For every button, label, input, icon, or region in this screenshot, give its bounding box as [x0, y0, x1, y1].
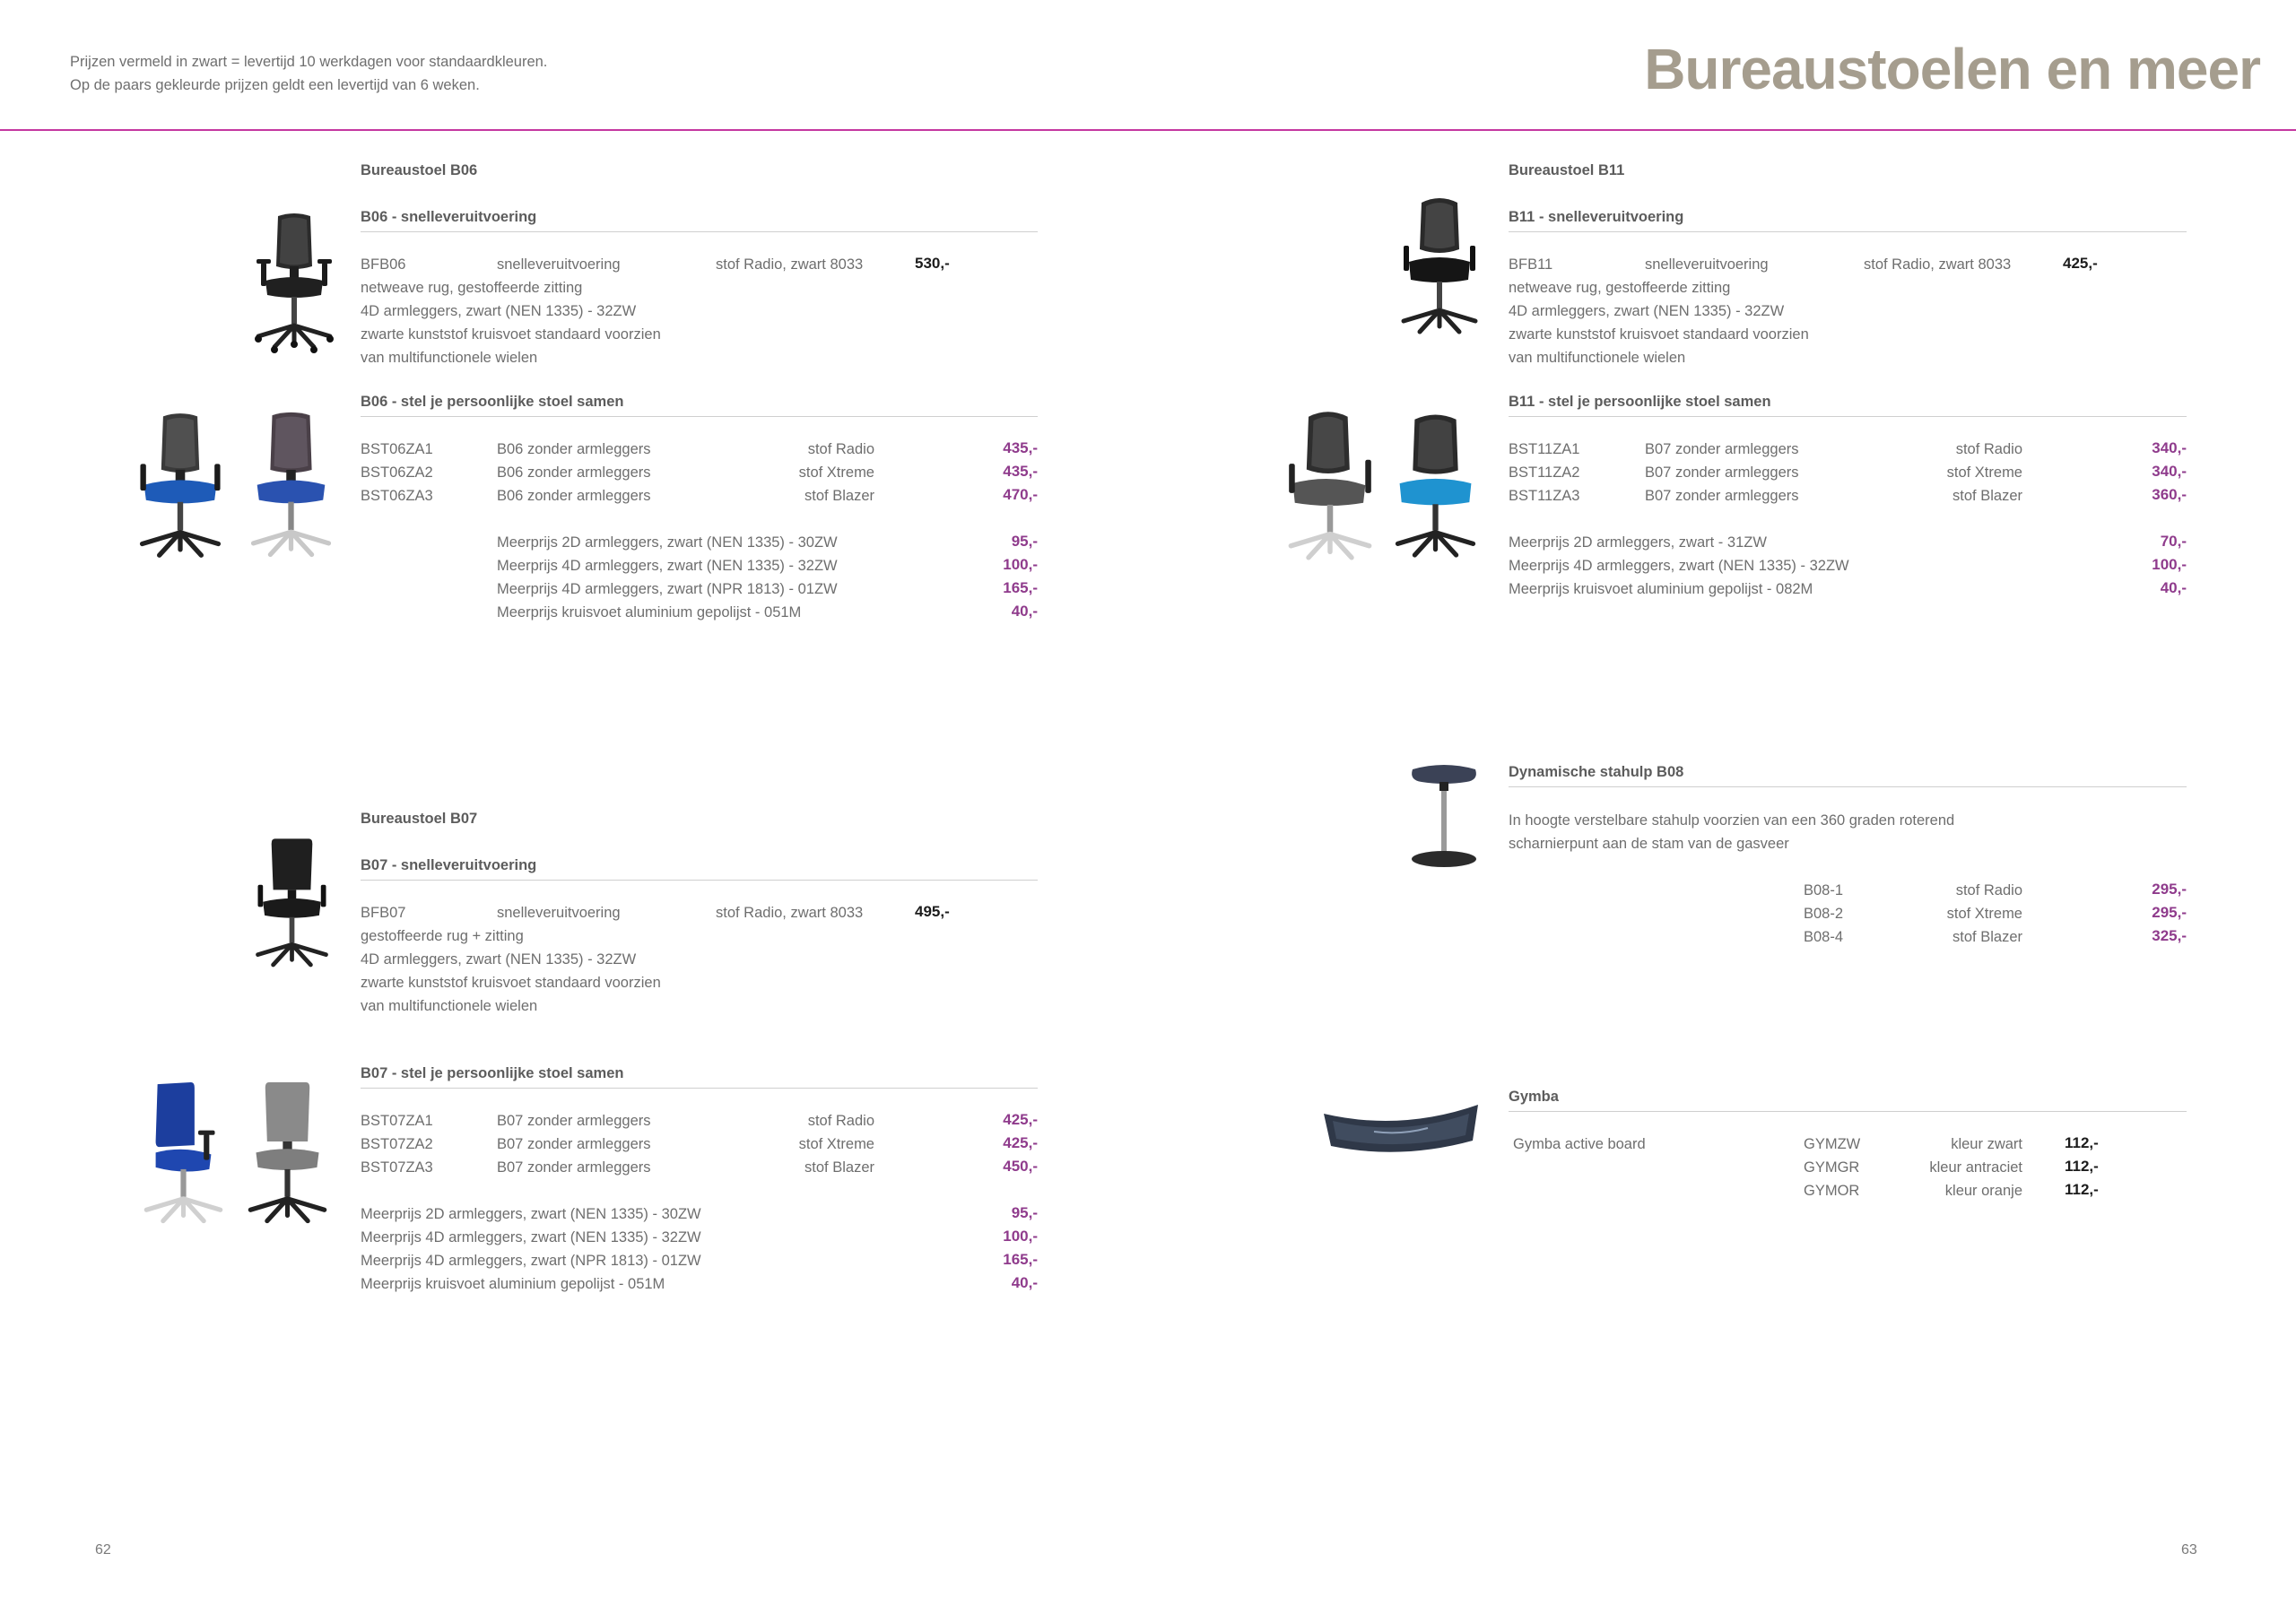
b06-row1-fabric: stof Radio: [807, 441, 874, 457]
b06-quick-line1: netweave rug, gestoffeerde zitting: [361, 280, 583, 296]
b06-quick-desc: snelleveruitvoering: [497, 256, 621, 273]
header-divider: [0, 129, 2296, 131]
b11-quick-code: BFB11: [1509, 256, 1553, 273]
b06-quick-code: BFB06: [361, 256, 406, 273]
gymba-row2-price: 112,-: [2065, 1158, 2099, 1175]
chair-b11-turquoise-image: [1388, 409, 1483, 570]
b07-row2-fabric: stof Xtreme: [798, 1136, 874, 1152]
gymba-row2-code: GYMGR: [1804, 1159, 1860, 1176]
b11-extra2-price: 100,-: [2152, 556, 2187, 573]
b07-quick-line1: gestoffeerde rug + zitting: [361, 928, 524, 944]
b11-quick-line4: van multifunctionele wielen: [1509, 350, 1686, 366]
b11-quick-price: 425,-: [2063, 255, 2098, 272]
b11-row1-code: BST11ZA1: [1509, 441, 1580, 457]
b06-row2-fabric: stof Xtreme: [798, 464, 874, 481]
b11-quick-desc: snelleveruitvoering: [1645, 256, 1769, 273]
b07-extra2-price: 100,-: [1003, 1228, 1038, 1245]
subheading-b06-custom: B06 - stel je persoonlijke stoel samen: [361, 394, 624, 410]
divider: [1509, 231, 2187, 232]
b07-quick-fabric: stof Radio, zwart 8033: [716, 905, 864, 921]
section-heading-b06: Bureaustoel B06: [361, 162, 478, 178]
stool-b08-image: [1404, 760, 1484, 872]
b07-quick-line2: 4D armleggers, zwart (NEN 1335) - 32ZW: [361, 951, 637, 968]
section-heading-b07: Bureaustoel B07: [361, 811, 478, 827]
b11-row3-code: BST11ZA3: [1509, 488, 1580, 504]
b11-row2-price: 340,-: [2152, 463, 2187, 480]
chair-b07-image: [249, 834, 335, 977]
b06-extra1-desc: Meerprijs 2D armleggers, zwart (NEN 1335) - 30ZW: [497, 534, 838, 551]
page-title: Bureaustoelen en meer: [1644, 37, 2260, 101]
b11-extra1-desc: Meerprijs 2D armleggers, zwart - 31ZW: [1509, 534, 1767, 551]
b06-row3-fabric: stof Blazer: [804, 488, 874, 504]
divider: [1509, 416, 2187, 417]
b07-extra2-desc: Meerprijs 4D armleggers, zwart (NEN 1335) - 32ZW: [361, 1229, 701, 1245]
b07-row1-price: 425,-: [1003, 1111, 1038, 1128]
b08-row3-price: 325,-: [2152, 927, 2187, 944]
b11-quick-fabric: stof Radio, zwart 8033: [1864, 256, 2012, 273]
b07-quick-line4: van multifunctionele wielen: [361, 998, 538, 1014]
b06-row2-desc: B06 zonder armleggers: [497, 464, 651, 481]
divider: [361, 880, 1038, 881]
b08-row2-code: B08-2: [1804, 906, 1844, 922]
b11-row1-desc: B07 zonder armleggers: [1645, 441, 1799, 457]
b06-extra3-price: 165,-: [1003, 579, 1038, 596]
b07-extra4-desc: Meerprijs kruisvoet aluminium gepolijst - 051M: [361, 1276, 665, 1292]
section-heading-b11: Bureaustoel B11: [1509, 162, 1625, 178]
subheading-b07-custom: B07 - stel je persoonlijke stoel samen: [361, 1065, 624, 1081]
b11-quick-line1: netweave rug, gestoffeerde zitting: [1509, 280, 1731, 296]
b07-quick-price: 495,-: [915, 903, 950, 920]
gymba-row1-price: 112,-: [2065, 1134, 2099, 1151]
chair-b07-blue-image: [136, 1081, 230, 1233]
b06-row2-code: BST06ZA2: [361, 464, 433, 481]
delivery-note-line1: Prijzen vermeld in zwart = levertijd 10 werkdagen voor standaardkleuren.: [70, 54, 548, 70]
b11-extra2-desc: Meerprijs 4D armleggers, zwart (NEN 1335) - 32ZW: [1509, 558, 1849, 574]
b06-quick-line3: zwarte kunststof kruisvoet standaard voorzien: [361, 326, 661, 343]
b11-row2-fabric: stof Xtreme: [1946, 464, 2022, 481]
page-number-right: 63: [2181, 1542, 2197, 1558]
b07-row3-fabric: stof Blazer: [804, 1159, 874, 1176]
b11-extra3-price: 40,-: [2160, 579, 2187, 596]
divider: [361, 231, 1038, 232]
divider: [361, 416, 1038, 417]
chair-b06-blue-image: [131, 411, 230, 568]
b07-extra1-desc: Meerprijs 2D armleggers, zwart (NEN 1335) - 30ZW: [361, 1206, 701, 1222]
b07-row1-desc: B07 zonder armleggers: [497, 1113, 651, 1129]
b07-row1-code: BST07ZA1: [361, 1113, 433, 1129]
b07-quick-line3: zwarte kunststof kruisvoet standaard voorzien: [361, 975, 661, 991]
subheading-b06-quick: B06 - snelleveruitvoering: [361, 209, 537, 225]
b11-row3-fabric: stof Blazer: [1952, 488, 2022, 504]
b07-row1-fabric: stof Radio: [807, 1113, 874, 1129]
subheading-b07-quick: B07 - snelleveruitvoering: [361, 857, 537, 873]
gymba-row2-color: kleur antraciet: [1929, 1159, 2022, 1176]
b11-row2-code: BST11ZA2: [1509, 464, 1580, 481]
b06-quick-line4: van multifunctionele wielen: [361, 350, 538, 366]
gymba-product-name: Gymba active board: [1513, 1136, 1646, 1152]
b11-quick-line2: 4D armleggers, zwart (NEN 1335) - 32ZW: [1509, 303, 1785, 319]
gymba-row1-code: GYMZW: [1804, 1136, 1861, 1152]
b06-row1-code: BST06ZA1: [361, 441, 433, 457]
b07-quick-desc: snelleveruitvoering: [497, 905, 621, 921]
b07-row3-desc: B07 zonder armleggers: [497, 1159, 651, 1176]
b06-extra4-desc: Meerprijs kruisvoet aluminium gepolijst - 051M: [497, 604, 802, 621]
b07-extra3-desc: Meerprijs 4D armleggers, zwart (NPR 1813) - 01ZW: [361, 1253, 701, 1269]
b11-row3-price: 360,-: [2152, 486, 2187, 503]
gymba-row1-color: kleur zwart: [1951, 1136, 2022, 1152]
b07-row2-price: 425,-: [1003, 1134, 1038, 1151]
b06-quick-fabric: stof Radio, zwart 8033: [716, 256, 864, 273]
b08-row3-fabric: stof Blazer: [1952, 929, 2022, 945]
delivery-note-line2: Op de paars gekleurde prijzen geldt een levertijd van 6 weken.: [70, 77, 480, 93]
subheading-b11-custom: B11 - stel je persoonlijke stoel samen: [1509, 394, 1771, 410]
b06-extra2-desc: Meerprijs 4D armleggers, zwart (NEN 1335) - 32ZW: [497, 558, 838, 574]
chair-b07-grey-image: [240, 1081, 335, 1233]
b07-extra3-price: 165,-: [1003, 1251, 1038, 1268]
b06-quick-line2: 4D armleggers, zwart (NEN 1335) - 32ZW: [361, 303, 637, 319]
b08-row3-code: B08-4: [1804, 929, 1844, 945]
chair-b11-image: [1395, 195, 1484, 343]
b11-extra1-price: 70,-: [2160, 533, 2187, 550]
subheading-b11-quick: B11 - snelleveruitvoering: [1509, 209, 1684, 225]
b08-desc-line1: In hoogte verstelbare stahulp voorzien van een 360 graden roterend: [1509, 812, 1955, 829]
b06-row1-desc: B06 zonder armleggers: [497, 441, 651, 457]
divider: [1509, 1111, 2187, 1112]
b06-row3-desc: B06 zonder armleggers: [497, 488, 651, 504]
b06-row3-price: 470,-: [1003, 486, 1038, 503]
b08-row2-price: 295,-: [2152, 904, 2187, 921]
b06-row1-price: 435,-: [1003, 439, 1038, 456]
gymba-row3-color: kleur oranje: [1944, 1183, 2022, 1199]
b11-extra3-desc: Meerprijs kruisvoet aluminium gepolijst - 082M: [1509, 581, 1813, 597]
gymba-board-image: [1320, 1096, 1482, 1159]
b07-row3-code: BST07ZA3: [361, 1159, 433, 1176]
divider: [361, 1088, 1038, 1089]
b11-row3-desc: B07 zonder armleggers: [1645, 488, 1799, 504]
b06-extra4-price: 40,-: [1011, 603, 1038, 620]
gymba-row3-code: GYMOR: [1804, 1183, 1860, 1199]
b06-extra1-price: 95,-: [1011, 533, 1038, 550]
b06-row2-price: 435,-: [1003, 463, 1038, 480]
b07-row2-code: BST07ZA2: [361, 1136, 433, 1152]
chair-b06-image: [249, 211, 339, 359]
b08-desc-line2: scharnierpunt aan de stam van de gasveer: [1509, 836, 1789, 852]
gymba-row3-price: 112,-: [2065, 1181, 2099, 1198]
b08-row1-code: B08-1: [1804, 882, 1844, 898]
b08-row1-fabric: stof Radio: [1955, 882, 2022, 898]
b06-extra3-desc: Meerprijs 4D armleggers, zwart (NPR 1813) - 01ZW: [497, 581, 838, 597]
divider: [1509, 786, 2187, 787]
b06-quick-price: 530,-: [915, 255, 950, 272]
chair-b11-grey-image: [1281, 409, 1379, 570]
delivery-note: [70, 50, 547, 97]
section-heading-b08: Dynamische stahulp B08: [1509, 764, 1684, 780]
b07-quick-code: BFB07: [361, 905, 406, 921]
b11-row2-desc: B07 zonder armleggers: [1645, 464, 1799, 481]
b07-extra1-price: 95,-: [1011, 1204, 1038, 1221]
b08-row1-price: 295,-: [2152, 881, 2187, 898]
b08-row2-fabric: stof Xtreme: [1946, 906, 2022, 922]
b11-quick-line3: zwarte kunststof kruisvoet standaard voorzien: [1509, 326, 1809, 343]
b07-row2-desc: B07 zonder armleggers: [497, 1136, 651, 1152]
b11-row1-fabric: stof Radio: [1955, 441, 2022, 457]
section-heading-gymba: Gymba: [1509, 1089, 1559, 1105]
b07-extra4-price: 40,-: [1011, 1274, 1038, 1291]
b11-row1-price: 340,-: [2152, 439, 2187, 456]
chair-b06-blue-alu-image: [244, 411, 338, 568]
page-number-left: 62: [95, 1542, 111, 1558]
b06-extra2-price: 100,-: [1003, 556, 1038, 573]
b07-row3-price: 450,-: [1003, 1158, 1038, 1175]
b06-row3-code: BST06ZA3: [361, 488, 433, 504]
